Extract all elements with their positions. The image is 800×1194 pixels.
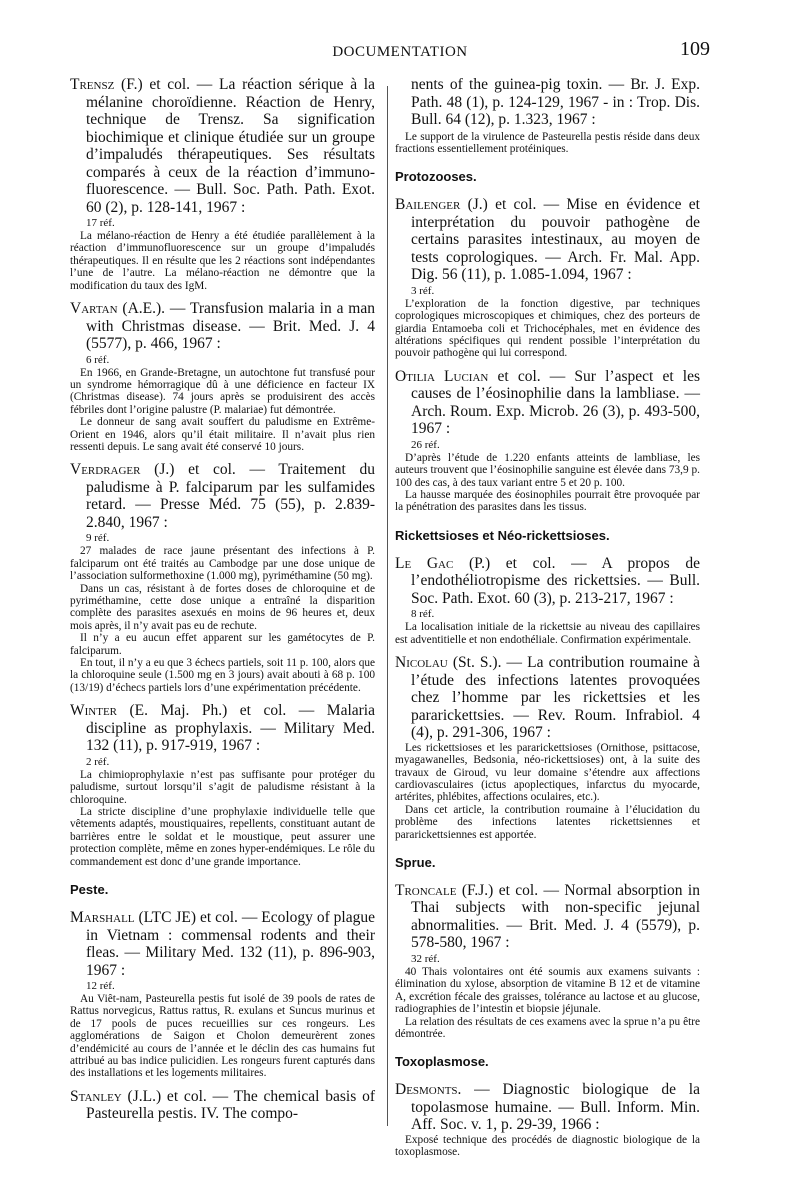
author-name: Otilia Lucian <box>395 367 489 385</box>
citation <box>395 1081 700 1134</box>
citation-text: . — Diagnostic biologique de la topolasmose humaine. — Bull. Inform. Min. Aff. Soc. v. 1, p. 29-39, 1966 : <box>411 1081 700 1134</box>
author-name: Troncale <box>395 881 457 899</box>
bibliography-entry <box>395 555 700 646</box>
abstract-paragraph: Il n’y a eu aucun effet apparent sur les gamétocytes de P. falciparum. <box>70 632 375 657</box>
right-column <box>395 76 700 1167</box>
section-heading-peste: Peste. <box>70 882 109 897</box>
left-column <box>70 76 375 1131</box>
abstract-paragraph: D’après l’étude de 1.220 enfants atteints de lambliase, les auteurs trouvent que l’éosinophilie sanguine est élevée dans 73,9 p. 100 des cas, à des taux variant entre 5 et 20 p. 100. <box>395 451 700 489</box>
citation <box>395 555 700 608</box>
reference-count: 6 réf. <box>86 353 110 366</box>
abstract-paragraph: Le support de la virulence de Pasteurella pestis réside dans deux fractions essentiellement protéiniques. <box>395 130 700 155</box>
entry-list <box>70 76 375 868</box>
citation <box>395 196 700 284</box>
abstract-paragraph: Exposé technique des procédés de diagnostic biologique de la toxoplasmose. <box>395 1133 700 1159</box>
abstract-paragraph: Au Viêt-nam, Pasteurella pestis fut isolé de 39 pools de rates de Rattus norvegicus, Rattus rattus, R. exulans et Suncus murinus et de 17 pools de puces recueillies sur ces rongeurs. Les agglomérations de Saigon et Cholon demeurèrent zones d’endémicité au cours de l’année et le déclin des cas humains fut attribué au bas indice pulicidien. Les rongeurs furent capturés dans des installations et les logements militaires. <box>70 993 375 1080</box>
bibliography-entry <box>70 461 375 694</box>
abstract-paragraph: Dans cet article, la contribution roumaine à l’élucidation du problème des infections latentes rickettsiennes et pararickettsiennes est apportée. <box>395 803 700 841</box>
bibliography-entry <box>395 882 700 1040</box>
reference-count: 9 réf. <box>86 532 110 545</box>
bibliography-entry <box>395 654 700 841</box>
entry-list <box>395 555 700 841</box>
citation <box>395 368 700 438</box>
citation-text: (F.J.) et col. — Normal absorption in Thai subjects with non-specific jejunal abnormalities. — Brit. Med. J. 4 (5579), p. 578-580, 1967 : <box>411 881 700 952</box>
citation-text: (A.E.). — Transfusion malaria in a man with Christmas disease. — Brit. Med. J. 4 (5577), p. 466, 1967 : <box>86 300 375 353</box>
abstract-paragraph: La hausse marquée des éosinophiles pourrait être provoquée par la pénétration des parasites dans les tissus. <box>395 489 700 514</box>
entry-list <box>395 196 700 514</box>
abstract-paragraph: La relation des résultats de ces examens avec la sprue n’a pu être démontrée. <box>395 1015 700 1040</box>
citation-text: (J.L.) et col. — The chemical basis of Pasteurella pestis. IV. The compo- <box>86 1087 375 1123</box>
bibliography-entry <box>395 368 700 514</box>
bibliography-entry <box>70 300 375 453</box>
citation <box>70 300 375 353</box>
section-heading-protozooses: Protozooses. <box>395 169 477 185</box>
author-name: Vartan <box>70 300 118 318</box>
entry-list <box>395 882 700 1040</box>
citation-text: (LTC JE) et col. — Ecology of plague in Vietnam : commensal rodents and their fleas. — Military Med. 132 (11), p. 896-903, 1967 : <box>86 909 375 979</box>
abstract-paragraph: Dans un cas, résistant à de fortes doses de chloroquine et de pyriméthamine, cette dose unique a entraîné la disparition complète des parasites asexués en moins de 96 heures et, deux mois après, il n’y avait pas eu de rechute. <box>70 582 375 632</box>
reference-count: 8 réf. <box>411 608 435 621</box>
section-heading-sprue: Sprue. <box>395 854 436 870</box>
citation <box>70 909 375 979</box>
author-name: Nicolau <box>395 654 448 672</box>
reference-count: 2 réf. <box>86 755 110 768</box>
abstract-paragraph: En tout, il n’y a eu que 3 échecs partiels, soit 11 p. 100, alors que la chloroquine seule (1.500 mg en 3 jours) avait abouti à 68 p. 100 (13/19) d’échecs partiels lors d’une expérimentation précédente. <box>70 657 375 694</box>
citation-text: (E. Maj. Ph.) et col. — Malaria discipline as prophylaxis. — Military Med. 132 (11), p. 917-919, 1967 : <box>86 702 375 755</box>
reference-count: 26 réf. <box>411 438 440 451</box>
abstract-paragraph: La chimioprophylaxie n’est pas suffisante pour protéger du paludisme, surtout lorsqu’il s’agit de paludisme résistant à la chloroquine. <box>70 768 375 806</box>
citation <box>395 654 700 742</box>
abstract-paragraph: La stricte discipline d’une prophylaxie individuelle telle que vêtements adaptés, moustiquaires, repellents, constituant autant de barrières entre le soldat et le moustique, peut assurer une protection complète, même en zones hyper-endémiques. Le rôle du commandement est donc d’une grande importance. <box>70 805 375 868</box>
author-name: Trensz <box>70 76 115 93</box>
bibliography-entry <box>395 1081 700 1158</box>
author-name: Le Gac <box>395 554 454 572</box>
bibliography-entry <box>70 909 375 1080</box>
section-heading-toxoplasmose: Toxoplasmose. <box>395 1054 489 1070</box>
bibliography-entry <box>70 76 375 292</box>
citation-text: (P.) et col. — A propos de l’endothéliotropisme des rickettsies. — Bull. Soc. Path. Exot. 60 (3), p. 213-217, 1967 : <box>411 554 700 607</box>
citation <box>70 702 375 755</box>
author-name: Stanley <box>70 1087 122 1105</box>
author-name: Marshall <box>70 909 135 926</box>
citation-text: (J.) et col. — Mise en évidence et interprétation du pouvoir pathogène de certains parasites intestinaux, au moyen de tests coprologiques. — Arch. Fr. Mal. App. Dig. 56 (11), p. 1.085-1.094, 1967 : <box>411 196 700 284</box>
citation-continuation: nents of the guinea-pig toxin. — Br. J. Exp. Path. 48 (1), p. 124-129, 1967 - in : Trop. Dis. Bull. 64 (12), p. 1.323, 1967 : <box>411 76 700 128</box>
abstract-paragraph: La localisation initiale de la rickettsie au niveau des capillaires est adventitielle et non endothéliale. Confirmation expérimentale. <box>395 621 700 646</box>
abstract-paragraph: 40 Thais volontaires ont été soumis aux examens suivants : élimination du xylose, absorption de vitamine B 12 et de vitamine A, excrétion fécale des graisses, tolérance au lactose et au glucose, radiographies de l’intestin et biopsie jéjunale. <box>395 965 700 1016</box>
citation <box>70 1088 375 1123</box>
reference-count: 17 réf. <box>86 217 115 229</box>
entry-list <box>70 909 375 1123</box>
citation <box>70 76 375 216</box>
bibliography-entry <box>395 196 700 360</box>
abstract-paragraph: En 1966, en Grande-Bretagne, un autochtone fut transfusé pour un syndrome hémorragique dû à une déficience en facteur IX (Christmas disease). 74 jours après se produisirent des accès fébriles dont l’origine palustre (P. malariae) fut démontrée. <box>70 366 375 416</box>
continued-entry <box>395 76 700 155</box>
citation-text: (F.) et col. — La réaction sérique à la mélanine choroïdienne. Réaction de Henry, technique de Trensz. Sa signification biochimique et clinique étudiée sur un groupe d’impaludés thérapeutiques. Ses résultats comparés à ceux de la réaction d’immuno-fluorescence. — Bull. Soc. Path. Path. Exot. 60 (2), p. 128-141, 1967 : <box>86 76 375 216</box>
abstract-paragraph: 27 malades de race jaune présentant des infections à P. falciparum ont été traités au Cambodge par une dose unique de l’association sulformethoxine (1.000 mg), pyriméthamine (50 mg). <box>70 545 375 583</box>
column-divider <box>387 86 388 1126</box>
page-number: 109 <box>680 38 710 60</box>
abstract-paragraph: Les rickettsioses et les pararickettsioses (Ornithose, psittacose, myagawanelles, Bedsonia, néo-rickettsioses) ont, à la suite des travaux de Giroud, vu leur domaine s’étendre aux affections cardiovasculaires (ictus apoplectiques, infarctus du myocarde, artérites, phlébites, affections oculaires, etc.). <box>395 741 700 804</box>
entry-list <box>395 1081 700 1158</box>
running-header: DOCUMENTATION <box>332 44 468 60</box>
reference-count: 3 réf. <box>411 284 435 297</box>
reference-count: 32 réf. <box>411 952 440 965</box>
author-name: Winter <box>70 702 118 720</box>
bibliography-entry <box>70 1088 375 1123</box>
abstract-paragraph: La mélano-réaction de Henry a été étudiée parallèlement à la réaction d’immunofluorescence sur un groupe d’impaludés thérapeutiques. Il en résulte que les 2 réactions sont indépendantes l’une de l’autre. La mélano-réaction ne démontre que la modification du taux des IgM. <box>70 230 375 292</box>
reference-count: 12 réf. <box>86 980 115 992</box>
author-name: Desmonts <box>395 1081 458 1099</box>
citation-text: (St. S.). — La contribution roumaine à l’étude des infections latentes provoquées chez l’homme par les rickettsies et les pararickettsies. — Rev. Roum. Infrabiol. 4 (4), p. 291-306, 1967 : <box>411 654 700 742</box>
citation-text: et col. — Sur l’aspect et les causes de l’éosinophilie dans la lambliase. — Arch. Roum. Exp. Microb. 26 (3), p. 493-500, 1967 : <box>411 367 700 438</box>
author-name: Bailenger <box>395 196 461 214</box>
bibliography-entry <box>70 702 375 868</box>
abstract-paragraph: L’exploration de la fonction digestive, par techniques coprologiques microscopiques et chimiques, chez des porteurs de giardia Entamoeba coli et Trichocéphales, met en évidence des altérations spécifiques qui rendent possible l’interprétation du pouvoir pathogène qui lui correspond. <box>395 297 700 360</box>
citation <box>70 461 375 531</box>
citation <box>395 882 700 952</box>
abstract-paragraph: Le donneur de sang avait souffert du paludisme en Extrême-Orient en 1946, alors qu’il était militaire. Il n’avait plus rien ressenti depuis. Le sang avait été conservé 10 jours. <box>70 416 375 453</box>
author-name: Verdrager <box>70 461 141 479</box>
section-heading-rickettsioses: Rickettsioses et Néo-rickettsioses. <box>395 527 610 543</box>
citation-text: (J.) et col. — Traitement du paludisme à P. falciparum par les sulfamides retard. — Presse Méd. 75 (55), p. 2.839-2.840, 1967 : <box>86 461 375 531</box>
